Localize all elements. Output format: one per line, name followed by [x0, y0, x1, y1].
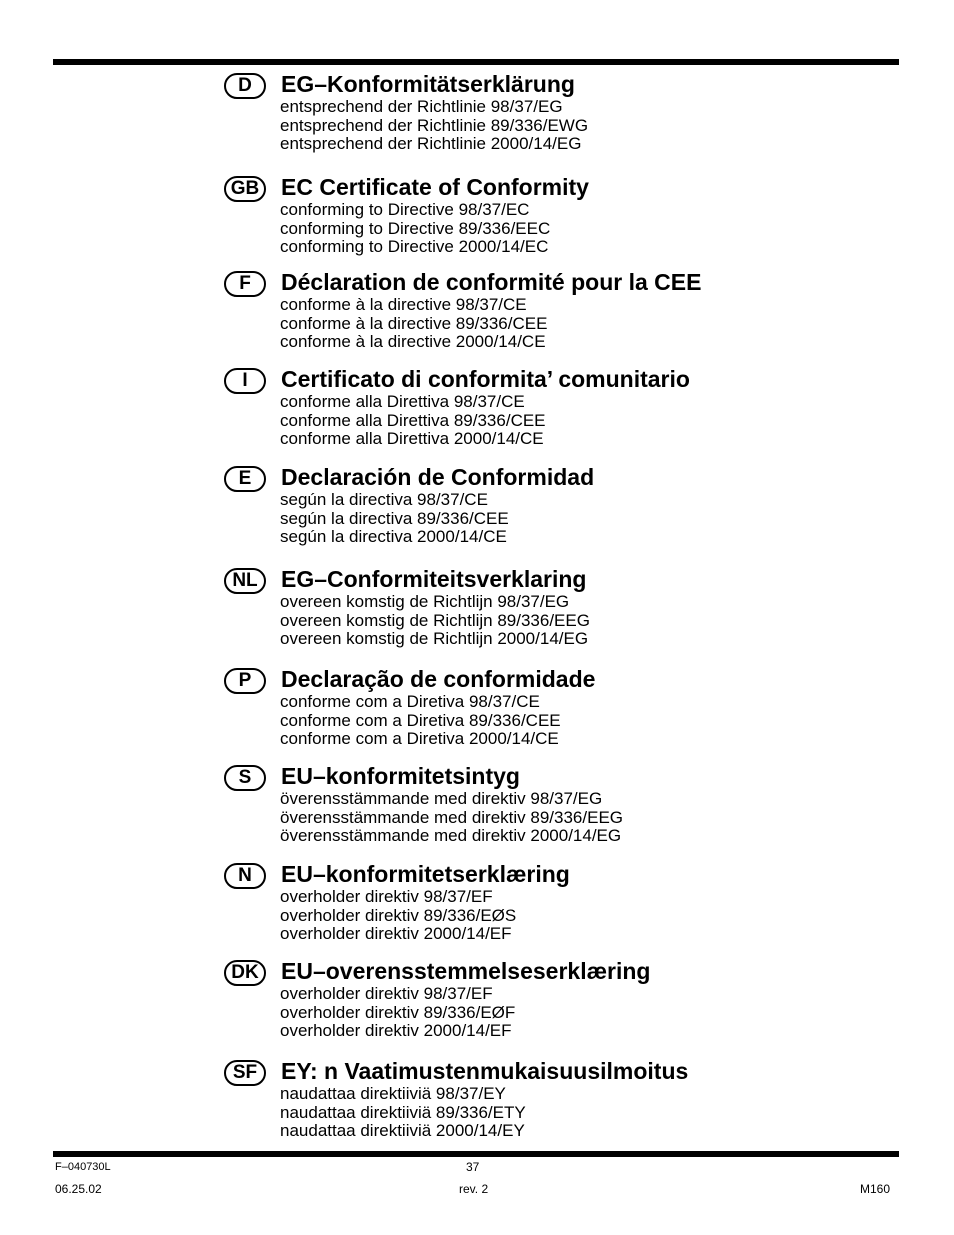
directive-line: overholder direktiv 2000/14/EF: [280, 1021, 512, 1041]
directive-line: overholder direktiv 89/336/EØS: [280, 905, 517, 925]
section-title: EC Certificate of Conformity: [281, 174, 589, 200]
directive-line: overholder direktiv 98/37/EF: [280, 887, 493, 906]
directive-line: överensstämmande med direktiv 2000/14/EG: [280, 826, 622, 846]
language-badge: D: [224, 73, 266, 99]
directive-lines: [280, 98, 588, 154]
directive-lines: [280, 593, 590, 649]
language-badge: S: [224, 765, 266, 791]
section-title: EY: n Vaatimustenmukaisuusilmoitus: [281, 1058, 689, 1084]
directive-line: conforme à la directive 2000/14/CE: [280, 332, 546, 352]
directive-line: entsprechend der Richtlinie 2000/14/EG: [280, 134, 582, 154]
section-title: EG–Conformiteitsverklaring: [281, 566, 587, 592]
directive-line: naudattaa direktiiviä 89/336/ETY: [280, 1102, 526, 1122]
model-number: M160: [860, 1182, 891, 1196]
section-title: Certificato di conformita’ comunitario: [281, 366, 690, 392]
language-badge: DK: [224, 960, 266, 986]
directive-lines: [280, 888, 516, 944]
directive-lines: [280, 296, 547, 352]
language-badge: SF: [224, 1060, 266, 1086]
language-badge: E: [224, 466, 266, 492]
directive-line: överensstämmande med direktiv 89/336/EEG: [280, 807, 624, 827]
directive-line: conforming to Directive 89/336/EEC: [280, 218, 551, 238]
directive-line: según la directiva 2000/14/CE: [280, 527, 507, 547]
language-badge: GB: [224, 176, 266, 202]
section-title: Declaración de Conformidad: [281, 464, 595, 490]
directive-lines: [280, 985, 515, 1041]
directive-line: overeen komstig de Richtlijn 89/336/EEG: [280, 610, 590, 630]
directive-lines: [280, 393, 546, 449]
directive-line: conforme com a Diretiva 2000/14/CE: [280, 729, 559, 749]
section-title: Declaração de conformidade: [281, 666, 596, 692]
directive-line: överensstämmande med direktiv 98/37/EG: [280, 789, 603, 808]
directive-line: según la directiva 98/37/CE: [280, 490, 488, 509]
document-date: 06.25.02: [55, 1182, 102, 1196]
directive-line: entsprechend der Richtlinie 89/336/EWG: [280, 115, 589, 135]
directive-line: conforme alla Direttiva 2000/14/CE: [280, 429, 544, 449]
directive-line: conforme alla Direttiva 98/37/CE: [280, 392, 525, 411]
directive-line: conforming to Directive 2000/14/EC: [280, 237, 549, 257]
directive-line: conforme com a Diretiva 98/37/CE: [280, 692, 540, 711]
section-title: EU–konformitetserklæring: [281, 861, 570, 887]
directive-line: overholder direktiv 2000/14/EF: [280, 924, 512, 944]
language-badge: N: [224, 863, 266, 889]
section-title: EG–Konformitätserklärung: [281, 71, 575, 97]
section-title: EU–overensstemmelseserklæring: [281, 958, 651, 984]
directive-line: conforme alla Direttiva 89/336/CEE: [280, 410, 546, 430]
directive-lines: [280, 201, 550, 257]
directive-line: overeen komstig de Richtlijn 98/37/EG: [280, 592, 570, 611]
directive-lines: [280, 790, 623, 846]
language-badge: I: [224, 368, 266, 394]
directive-line: entsprechend der Richtlinie 98/37/EG: [280, 97, 563, 116]
language-badge: P: [224, 668, 266, 694]
revision-label: rev. 2: [459, 1182, 489, 1196]
page-number: 37: [466, 1160, 480, 1174]
directive-line: overholder direktiv 89/336/EØF: [280, 1002, 516, 1022]
document-code: F–040730L: [55, 1161, 111, 1173]
bottom-rule: [53, 1151, 899, 1157]
directive-line: naudattaa direktiiviä 2000/14/EY: [280, 1121, 525, 1141]
directive-lines: [280, 491, 509, 547]
directive-line: overeen komstig de Richtlijn 2000/14/EG: [280, 629, 589, 649]
directive-line: conforme à la directive 98/37/CE: [280, 295, 527, 314]
directive-line: conforme com a Diretiva 89/336/CEE: [280, 710, 561, 730]
directive-lines: [280, 1085, 526, 1141]
section-title: EU–konformitetsintyg: [281, 763, 520, 789]
directive-line: overholder direktiv 98/37/EF: [280, 984, 493, 1003]
language-badge: F: [224, 271, 266, 297]
section-title: Déclaration de conformité pour la CEE: [281, 269, 702, 295]
directive-line: según la directiva 89/336/CEE: [280, 508, 509, 528]
directive-line: conforming to Directive 98/37/EC: [280, 200, 530, 219]
directive-line: conforme à la directive 89/336/CEE: [280, 313, 548, 333]
language-badge: NL: [224, 568, 266, 594]
directive-line: naudattaa direktiiviä 98/37/EY: [280, 1084, 506, 1103]
directive-lines: [280, 693, 561, 749]
